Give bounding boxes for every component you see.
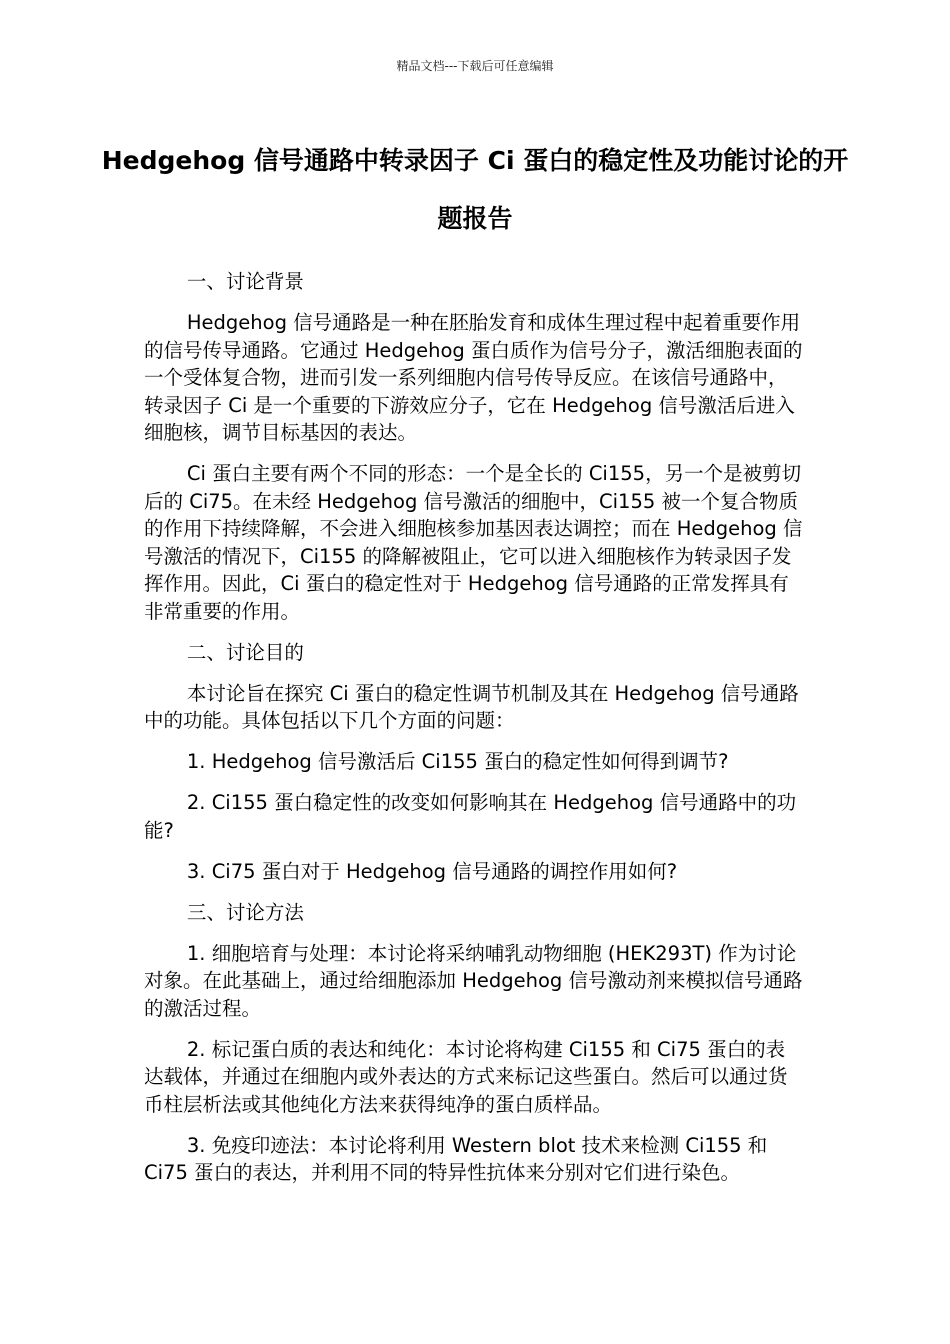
section-heading-background: 一、讨论背景 [186,270,304,293]
paragraph: Hedgehog 信号通路是一种在胚胎发育和成体生理过程中起着重要作用的信号传导通路。它通过 Hedgehog 蛋白质作为信号分子，激活细胞表面的一个受体复合物，进而引发一系列细胞内信号传导反应。在该信号通路中，转录因子 Ci 是一个重要的下游效应分子，它在 Hedgehog 信号激活后进入细胞核，调节目标基因的表达。 [144,311,803,444]
list-item: 3. 免疫印迹法：本讨论将利用 Western blot 技术来检测 Ci155 和 Ci75 蛋白的表达，并利用不同的特异性抗体来分别对它们进行染色。 [144,1133,768,1184]
list-item: 1. 细胞培育与处理：本讨论将采纳哺乳动物细胞 (HEK293T) 作为讨论对象。在此基础上，通过给细胞添加 Hedgehog 信号激动剂来模拟信号通路的激活过程。 [144,941,803,1020]
list-item: 2. Ci155 蛋白稳定性的改变如何影响其在 Hedgehog 信号通路中的功能? [144,791,797,842]
section-heading-methods: 三、讨论方法 [186,900,304,924]
list-item: 2. 标记蛋白质的表达和纯化：本讨论将构建 Ci155 和 Ci75 蛋白的表达载体，并通过在细胞内或外表达的方式来标记这些蛋白。然后可以通过货币柱层析法或其他纯化方法来获得纯净的蛋白质样品。 [144,1037,788,1116]
document-body [144,268,804,1200]
header-note: 精品文档---下载后可任意编辑 [396,59,554,73]
section-heading-purpose: 二、讨论目的 [186,640,304,664]
paragraph: 本讨论旨在探究 Ci 蛋白的稳定性调节机制及其在 Hedgehog 信号通路中的功能。具体包括以下几个方面的问题： [144,681,799,732]
list-item: 1. Hedgehog 信号激活后 Ci155 蛋白的稳定性如何得到调节? [186,750,729,773]
list-item: 3. Ci75 蛋白对于 Hedgehog 信号通路的调控作用如何? [186,859,678,883]
document-title: Hedgehog 信号通路中转录因子 Ci 蛋白的稳定性及功能讨论的开题报告 [101,146,849,233]
paragraph: Ci 蛋白主要有两个不同的形态：一个是全长的 Ci155，另一个是被剪切后的 Ci75。在未经 Hedgehog 信号激活的细胞中，Ci155 被一个复合物质的作用下持续降解，不会进入细胞核参加基因表达调控；而在 Hedgehog 信号激活的情况下，Ci155 的降解被阻止，它可以进入细胞核作为转录因子发挥作用。因此，Ci 蛋白的稳定性对于 Hedgehog 信号通路的正常发挥具有非常重要的作用。 [144,462,803,623]
